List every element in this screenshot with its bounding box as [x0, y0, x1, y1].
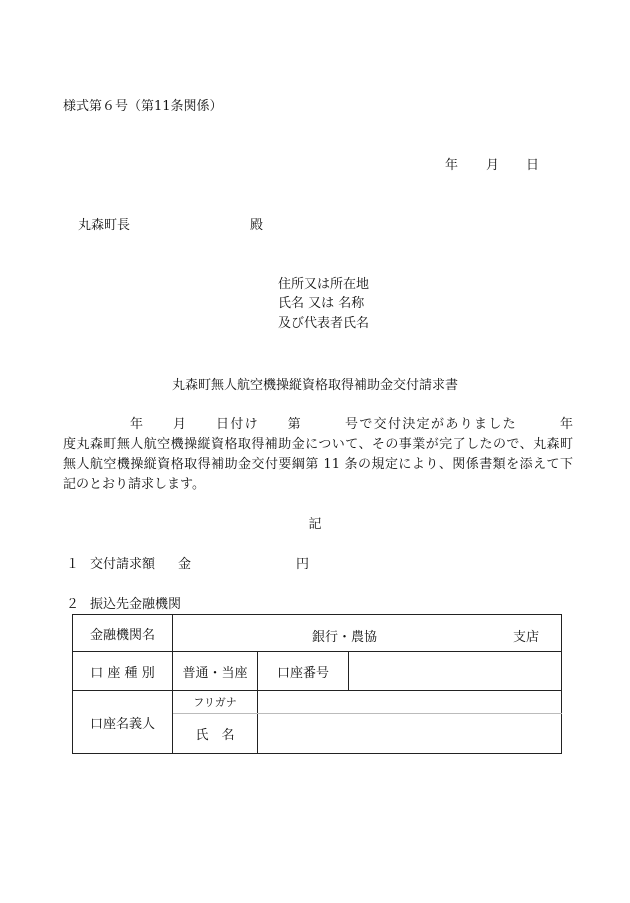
account-number-field[interactable]: [349, 652, 562, 691]
addressee-honorific: 殿: [250, 218, 264, 233]
account-type-value[interactable]: 普通・当座: [173, 652, 258, 691]
form-number: 様式第６号（第11条関係）: [63, 99, 223, 114]
ki-heading: 記: [308, 517, 322, 532]
item-2-number: ２: [66, 597, 80, 612]
item-2-label: 振込先金融機関: [90, 597, 182, 612]
applicant-rep-label: 及び代表者氏名: [278, 316, 370, 331]
date-year: 年: [445, 158, 459, 173]
holder-name-field[interactable]: [258, 714, 562, 754]
branch-label: 支店: [513, 629, 540, 645]
document-title: 丸森町無人航空機操縦資格取得補助金交付請求書: [171, 378, 458, 393]
body-paragraph: [63, 415, 573, 495]
bank-row-account: [73, 652, 562, 691]
applicant-name-label: 氏名 又は 名称: [278, 296, 365, 311]
body-line-4: 記のとおり請求します。: [63, 477, 205, 492]
item-1-number: １: [66, 557, 80, 572]
body-line-1: 年 月 日付け 第 号で交付決定がありました 年: [130, 417, 573, 432]
account-type-label: 口 座 種 別: [73, 652, 173, 691]
holder-label: 口座名義人: [73, 691, 173, 754]
bank-row-institution: [73, 615, 562, 652]
bank-row-furigana: [73, 691, 562, 714]
body-line-3: 無人航空機操縦資格取得補助金交付要綱第 11 条の規定により、関係書類を添えて下: [63, 457, 573, 472]
institution-label: 金融機関名: [73, 615, 173, 652]
addressee-name: 丸森町長: [78, 218, 131, 233]
item-1-kin: 金: [178, 557, 192, 572]
account-number-label: 口座番号: [258, 652, 349, 691]
date-day: 日: [526, 158, 540, 173]
institution-value[interactable]: [173, 615, 562, 652]
applicant-address-label: 住所又は所在地: [278, 277, 370, 292]
item-1-yen: 円: [296, 557, 310, 572]
bank-table: [72, 614, 562, 754]
body-line-2: 度丸森町無人航空機操縦資格取得補助金について、その事業が完了したので、丸森町: [63, 437, 573, 452]
furigana-field[interactable]: [258, 691, 562, 714]
date-month: 月: [486, 158, 500, 173]
bank-type: 銀行・農協: [312, 629, 378, 645]
furigana-label: フリガナ: [173, 691, 258, 714]
holder-name-label: 氏 名: [173, 714, 258, 754]
item-1-label: 交付請求額: [90, 557, 156, 572]
